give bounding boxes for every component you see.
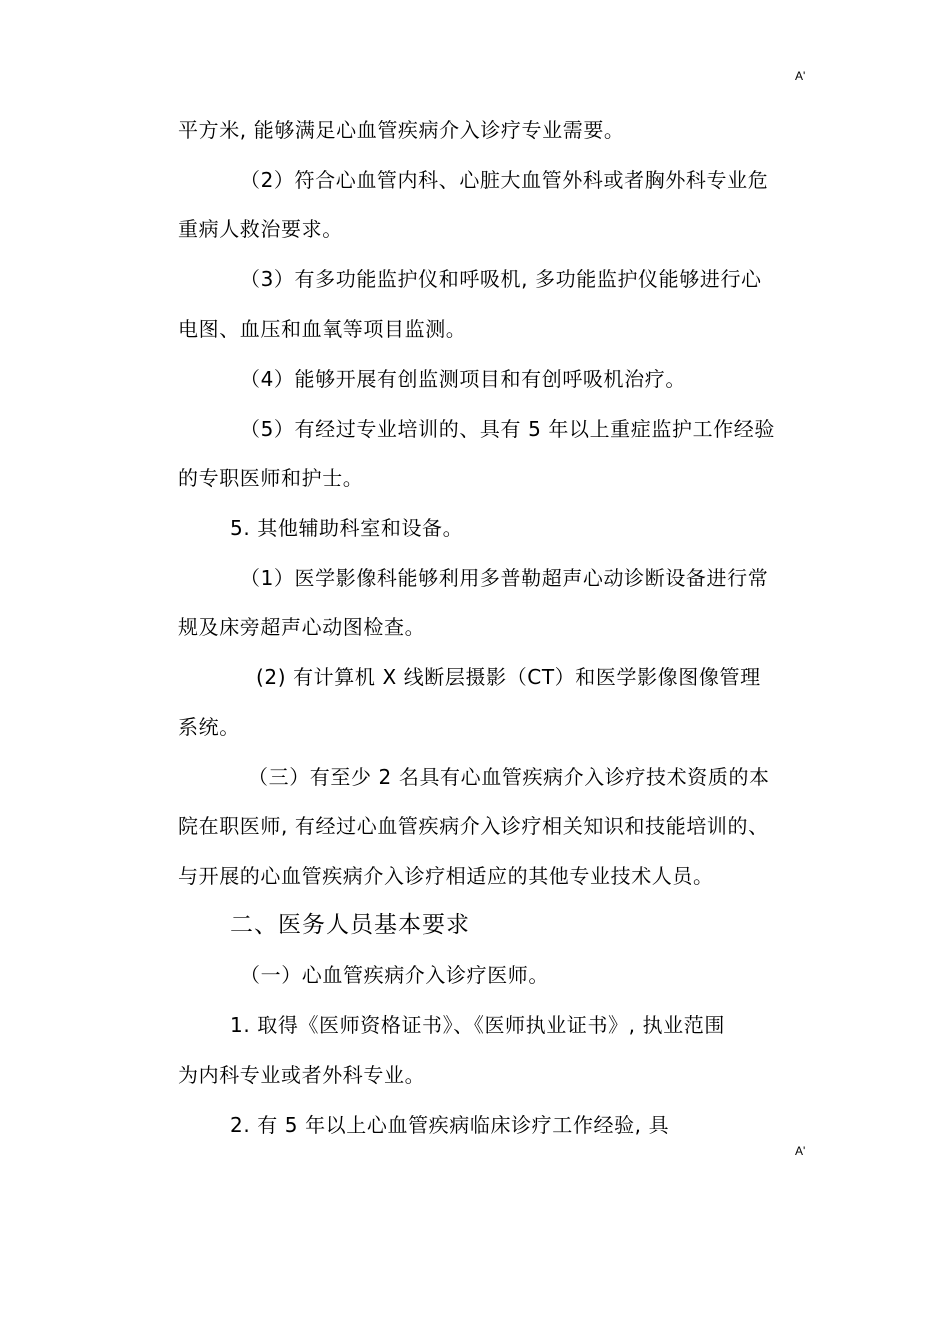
text-line-8: 的专职医师和护士。: [178, 466, 364, 490]
text-line-7: （5）有经过专业培训的、具有 5 年以上重症监护工作经验: [240, 417, 775, 441]
text-line-6: （4）能够开展有创监测项目和有创呼吸机治疗。: [240, 367, 686, 391]
text-line-19: 1. 取得《医师资格证书》、《医师执业证书》, 执业范围: [230, 1013, 725, 1037]
page-mark-bottom: A': [795, 1144, 806, 1158]
text-line-15: 院在职医师, 有经过心血管疾病介入诊疗相关知识和技能培训的、: [178, 814, 769, 838]
text-line-10: （1）医学影像科能够利用多普勒超声心动诊断设备进行常: [240, 566, 769, 590]
text-line-20: 为内科专业或者外科专业。: [178, 1063, 426, 1087]
text-line-12: (2) 有计算机 X 线断层摄影（CT）和医学影像图像管理: [256, 665, 761, 689]
text-line-21: 2. 有 5 年以上心血管疾病临床诊疗工作经验, 具: [230, 1113, 670, 1137]
section-heading: 二、医务人员基本要求: [230, 912, 470, 938]
text-line-16: 与开展的心血管疾病介入诊疗相适应的其他专业技术人员。: [178, 864, 714, 888]
text-line-9: 5. 其他辅助科室和设备。: [230, 516, 464, 540]
text-line-2: （2）符合心血管内科、心脏大血管外科或者胸外科专业危: [240, 168, 769, 192]
text-line-18: （一）心血管疾病介入诊疗医师。: [240, 963, 549, 987]
text-line-5: 电图、血压和血氧等项目监测。: [178, 317, 467, 341]
text-line-4: （3）有多功能监护仪和呼吸机, 多功能监护仪能够进行心: [240, 267, 762, 291]
page-mark-top: A': [795, 69, 806, 83]
text-line-13: 系统。: [178, 715, 240, 739]
text-line-3: 重病人救治要求。: [178, 217, 343, 241]
text-line-11: 规及床旁超声心动图检查。: [178, 615, 426, 639]
text-line-1: 平方米, 能够满足心血管疾病介入诊疗专业需要。: [178, 118, 625, 142]
text-line-14: （三）有至少 2 名具有心血管疾病介入诊疗技术资质的本: [248, 765, 770, 789]
